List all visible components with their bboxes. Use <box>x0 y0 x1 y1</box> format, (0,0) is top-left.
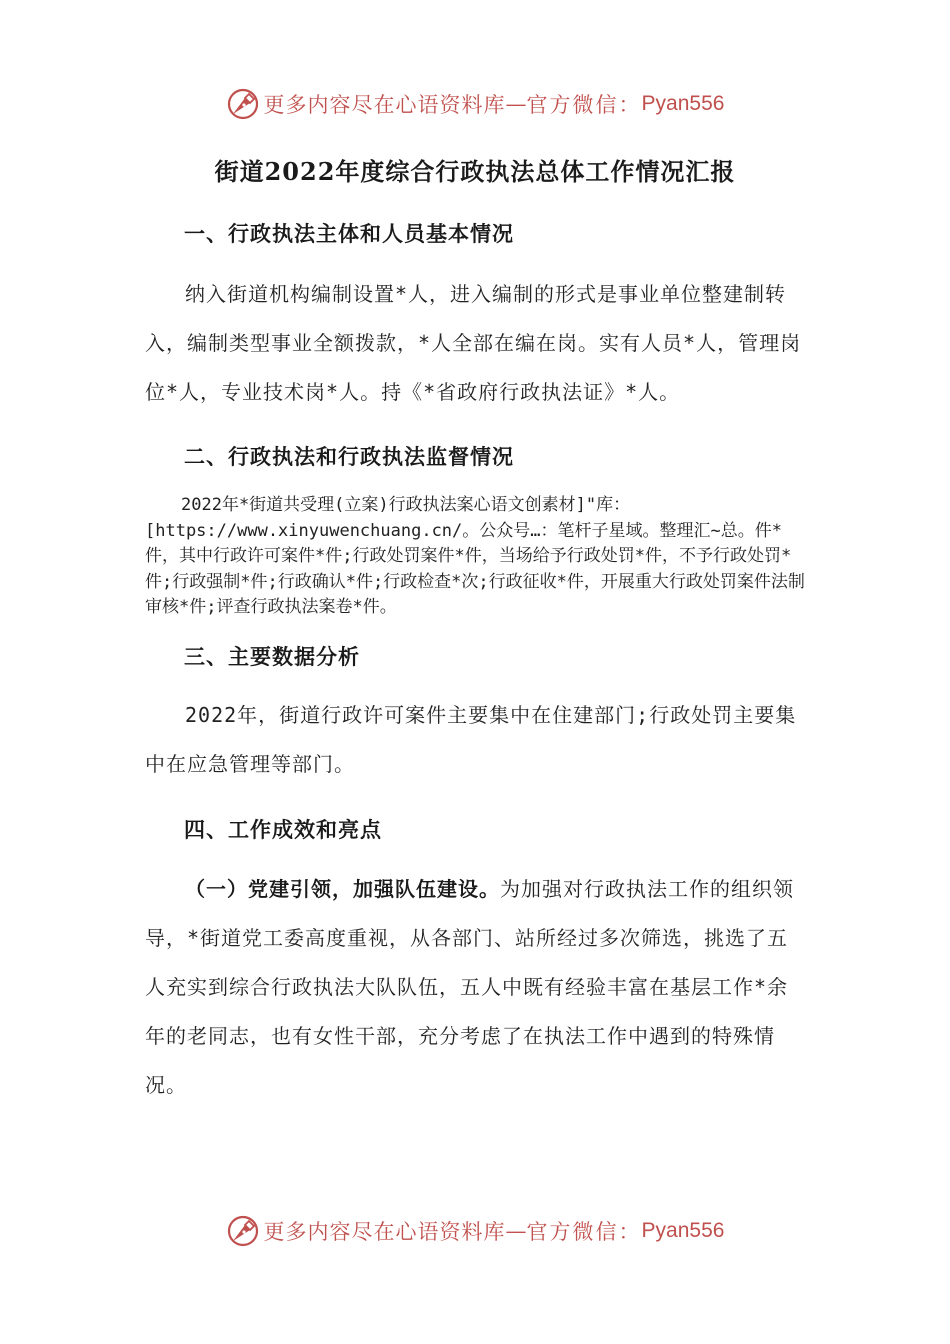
banner-text: 更多内容尽在心语资料库 <box>263 93 506 117</box>
section-lead-4: （一）党建引领，加强队伍建设。 <box>185 877 500 901</box>
footer-banner <box>0 1211 950 1251</box>
section-paragraph-4 <box>145 865 805 1110</box>
banner-dash: — <box>505 1219 527 1243</box>
pen-nib-logo-icon <box>226 87 260 121</box>
section-paragraph-3: 2022年，街道行政许可案件主要集中在住建部门;行政处罚主要集中在应急管理等部门。 <box>145 703 797 776</box>
section-heading-3: 三、主要数据分析 <box>184 644 360 669</box>
header-banner <box>0 84 950 124</box>
section-heading-1: 一、行政执法主体和人员基本情况 <box>184 221 514 246</box>
banner-dash: — <box>505 92 527 116</box>
banner-wechat-id: Pyan556 <box>641 92 725 115</box>
pen-nib-logo-icon <box>226 1214 260 1248</box>
section-paragraph-1: 纳入街道机构编制设置*人，进入编制的形式是事业单位整建制转入，编制类型事业全额拨款，*人全部在编在岗。实有人员*人，管理岗位*人，专业技术岗*人。持《*省政府行政执法证》*人。 <box>145 282 802 404</box>
banner-wechat-label: 官方微信： <box>526 1220 642 1244</box>
section-heading-2: 二、行政执法和行政执法监督情况 <box>184 444 514 469</box>
section-body-4: 为加强对行政执法工作的组织领导，*街道党工委高度重视，从各部门、站所经过多次筛选，挑选了五人充实到综合行政执法大队队伍，五人中既有经验丰富在基层工作*余年的老同志，也有女性干部，充分考虑了在执法工作中遇到的特殊情况。 <box>145 877 794 1097</box>
banner-wechat-label: 官方微信： <box>526 93 642 117</box>
banner-text: 更多内容尽在心语资料库 <box>263 1220 506 1244</box>
section-heading-4: 四、工作成效和亮点 <box>184 817 382 842</box>
banner-wechat-id: Pyan556 <box>641 1219 725 1242</box>
document-title: 街道2022年度综合行政执法总体工作情况汇报 <box>214 157 736 186</box>
section-paragraph-2: 2022年*街道共受理(立案)行政执法案心语文创素材]"库：[https://www.xinyuwenchuang.cn/。公众号…：笔杆子星域。整理汇~总。件*件，其中行政许可案件*件;行政处罚案件*件，当场给予行政处罚*件，不予行政处罚*件;行政强制*件;行政确认*件;行政检查*次;行政征收*件，开展重大行政处罚案件法制审核*件;评查行政执法案卷*件。 <box>145 495 805 617</box>
